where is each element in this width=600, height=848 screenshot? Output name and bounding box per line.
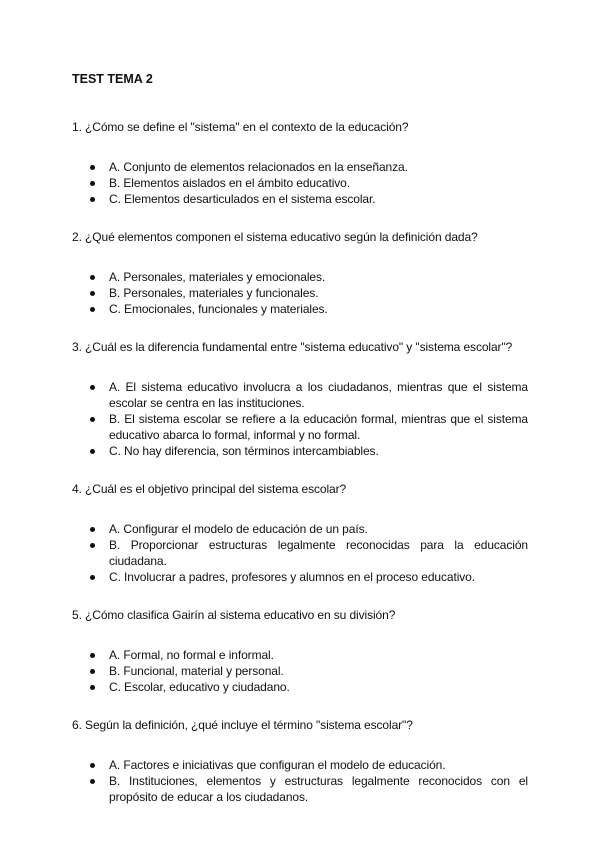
bullet-icon [90,197,95,202]
option-6b [72,773,528,805]
option-text: C. Involucrar a padres, profesores y alumnos en el proceso educativo. [109,570,475,584]
bullet-icon [90,165,95,170]
bullet-icon [90,763,95,768]
option-text: A. El sistema educativo involucra a los ciudadanos, mientras que el sistema escolar se centra en las instituciones. [109,380,528,410]
options-list-3 [72,379,528,459]
option-text: B. Instituciones, elementos y estructuras legalmente reconocidos con el propósito de educar a los ciudadanos. [109,774,528,804]
option-1a [72,159,528,175]
option-2a [72,269,528,285]
option-text: A. Conjunto de elementos relacionados en la enseñanza. [109,160,408,174]
options-list-5 [72,647,528,695]
bullet-icon [90,291,95,296]
question-5: 5. ¿Cómo clasifica Gairín al sistema educativo en su división? [72,608,396,622]
option-text: A. Formal, no formal e informal. [109,648,274,662]
options-list-2 [72,269,528,317]
option-5a [72,647,528,663]
option-text: A. Factores e iniciativas que configuran el modelo de educación. [109,758,446,772]
bullet-icon [90,417,95,422]
option-5b [72,663,528,679]
option-4b [72,537,528,569]
document-page [72,71,528,827]
option-text: A. Configurar el modelo de educación de un país. [109,522,368,536]
bullet-icon [90,575,95,580]
option-text: A. Personales, materiales y emocionales. [109,270,326,284]
option-text: C. Elementos desarticulados en el sistema escolar. [109,192,376,206]
option-3c [72,443,528,459]
option-4a [72,521,528,537]
option-5c [72,679,528,695]
bullet-icon [90,685,95,690]
bullet-icon [90,527,95,532]
options-list-4 [72,521,528,585]
question-6: 6. Según la definición, ¿qué incluye el término "sistema escolar"? [72,718,413,732]
document-title: TEST TEMA 2 [72,72,153,86]
option-2b [72,285,528,301]
option-2c [72,301,528,317]
option-text: B. Personales, materiales y funcionales. [109,286,319,300]
option-4c [72,569,528,585]
bullet-icon [90,385,95,390]
option-text: C. No hay diferencia, son términos intercambiables. [109,444,379,458]
option-3a [72,379,528,411]
option-1c [72,191,528,207]
bullet-icon [90,275,95,280]
bullet-icon [90,779,95,784]
bullet-icon [90,669,95,674]
option-text: B. Elementos aislados en el ámbito educativo. [109,176,350,190]
bullet-icon [90,543,95,548]
option-3b [72,411,528,443]
question-3: 3. ¿Cuál es la diferencia fundamental entre "sistema educativo" y "sistema escolar"? [72,340,513,354]
bullet-icon [90,181,95,186]
question-2: 2. ¿Qué elementos componen el sistema educativo según la definición dada? [72,230,478,244]
option-text: C. Escolar, educativo y ciudadano. [109,680,290,694]
option-text: B. Proporcionar estructuras legalmente reconocidas para la educación ciudadana. [109,538,528,568]
option-6a [72,757,528,773]
question-1: 1. ¿Cómo se define el "sistema" en el contexto de la educación? [72,120,409,134]
bullet-icon [90,653,95,658]
option-text: C. Emocionales, funcionales y materiales. [109,302,328,316]
options-list-1 [72,159,528,207]
option-text: B. El sistema escolar se refiere a la educación formal, mientras que el sistema educativo abarca lo formal, informal y no formal. [109,412,528,442]
options-list-6 [72,757,528,805]
bullet-icon [90,307,95,312]
option-1b [72,175,528,191]
question-4: 4. ¿Cuál es el objetivo principal del sistema escolar? [72,482,347,496]
option-text: B. Funcional, material y personal. [109,664,284,678]
bullet-icon [90,449,95,454]
